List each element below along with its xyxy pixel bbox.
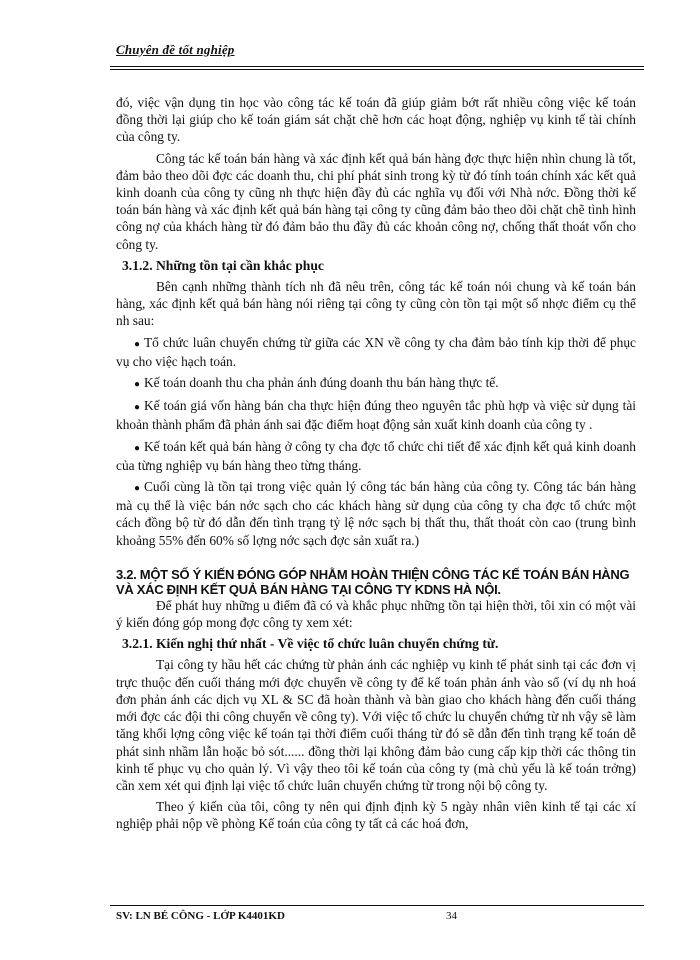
bullet-item: ● Kế toán doanh thu cha phản ánh đúng doanh thu bán hàng thực tế. <box>116 374 636 393</box>
bullet-item: ● Kế toán giá vốn hàng bán cha thực hiện đúng theo nguyên tắc phù hợp và việc sử dụng tài khoản thành phẩm đã phản ánh sai đặc điểm hoạt động sản xuất kinh doanh của công ty . <box>116 398 636 433</box>
header-rule <box>110 66 644 70</box>
header-title: Chuyên đề tốt nghiệp <box>116 42 235 57</box>
section-heading: 3.1.2. Những tồn tại cần khắc phục <box>122 257 324 273</box>
paragraph: đó, việc vận dụng tin học vào công tác kế toán đã giúp giảm bớt rất nhiều công việc kế toán đồng thời lại giúp cho kế toán giám sát chặt chẽ hơn các hoạt động, nghiệp vụ kinh tế tài chính của công ty. <box>116 95 636 145</box>
page-number: 34 <box>446 910 457 922</box>
bullet-item: ● Kế toán kết quả bán hàng ở công ty cha đợc tổ chức chi tiết để xác định kết quả kinh doanh của từng nghiệp vụ bán hàng theo từng tháng. <box>116 438 636 473</box>
subsection-heading: 3.2.1. Kiến nghị thứ nhất - Về việc tổ chức luân chuyển chứng từ. <box>122 636 499 652</box>
bullet-icon: ● <box>134 338 141 350</box>
body-text <box>116 94 636 837</box>
paragraph: Để phát huy những u điểm đã có và khắc phục những tồn tại hiện thời, tôi xin có một vài ý kiến đóng góp mong đợc công ty xem xét: <box>116 597 636 631</box>
bullet-icon: ● <box>134 442 141 454</box>
paragraph: Bên cạnh những thành tích nh đã nêu trên, công tác kế toán nói chung và kế toán bán hàng, xác định kết quả bán hàng nói riêng tại công ty cũng còn tồn tại một số nhợc điểm cụ thể nh sau: <box>116 279 636 329</box>
footer <box>116 910 636 922</box>
bullet-item: ● Cuối cùng là tồn tại trong việc quản lý công tác bán hàng của công ty. Công tác bán hàng mà cụ thể là việc bán nớc sạch cho các khách hàng sử dụng của công ty cha đợc tổ chức một cách đồng bộ từ đó dẫn đến tình trạng tỷ lệ nớc sạch bị thất thu, thất thoát còn cao (trung bình khoảng 55% đến 60% số lợng nớc sạch đợc sản xuất ra.) <box>116 479 636 548</box>
section-title: 3.2. MỘT SỐ Ý KIẾN ĐÓNG GÓP NHẰM HOÀN THIỆN CÔNG TÁC KẾ TOÁN BÁN HÀNG VÀ XÁC ĐỊNH KẾT QUẢ BÁN HÀNG TẠI CÔNG TY KDNS HÀ NỘI. <box>116 566 630 597</box>
paragraph: Tại công ty hầu hết các chứng từ phản ánh các nghiệp vụ kinh tế phát sinh tại các đơn vị trực thuộc đến cuối tháng mới đợc chuyển về công ty để kế toán phản ánh vào sổ (ví dụ nh hoá đơn phản ánh các dịch vụ XL & SC đã hoàn thành và bàn giao cho khách hàng đến cuối tháng mới đợc các đội thi công chuyển về công ty). Với việc tổ chức lu chuyển chứng từ nh vậy sẽ làm tăng khối lợng công việc kế toán tại thời điểm cuối tháng từ đó sẽ dẫn đến tình trạng kế toán dễ phát sinh nhầm lẫn hoặc bỏ sót...... đồng thời lại không đảm bảo cung cấp kịp thời các thông tin kinh tế phục vụ cho quản lý. Vì vậy theo tôi kế toán của công ty (mà chủ yếu là kế toán trởng) cần xem xét qui định lại việc tổ chức luân chuyển chứng từ trong nội bộ công ty. <box>116 657 636 793</box>
footer-author: SV: LN BÉ CÔNG - LỚP K4401KD <box>116 910 285 922</box>
paragraph: Theo ý kiến của tôi, công ty nên qui định định kỳ 5 ngày nhân viên kinh tế tại các xí nghiệp phải nộp về phòng Kế toán của công ty tất cả các hoá đơn, <box>116 799 636 832</box>
bullet-icon: ● <box>134 483 141 495</box>
paragraph: Công tác kế toán bán hàng và xác định kết quả bán hàng đợc thực hiện nhìn chung là tốt, đảm bảo theo dõi đợc các doanh thu, chi phí phát sinh trong kỳ từ đó tính toán chính xác kết quả kinh doanh của công ty cũng nh thực hiện đầy đủ các nghĩa vụ đối với Nhà nớc. Đồng thời kế toán bán hàng và xác định kết quả bán hàng tại công ty cũng đảm bảo theo dõi chặt chẽ tình hình công nợ của khách hàng từ đó đảm bảo thu đầy đủ các khoản công nợ, chống thất thoát vốn cho công ty. <box>116 150 636 252</box>
bullet-item: ● Tổ chức luân chuyển chứng từ giữa các XN về công ty cha đảm bảo tính kịp thời để phục vụ cho việc hạch toán. <box>116 334 636 369</box>
footer-rule <box>110 905 644 906</box>
bullet-icon: ● <box>134 402 141 414</box>
bullet-icon: ● <box>134 379 141 391</box>
